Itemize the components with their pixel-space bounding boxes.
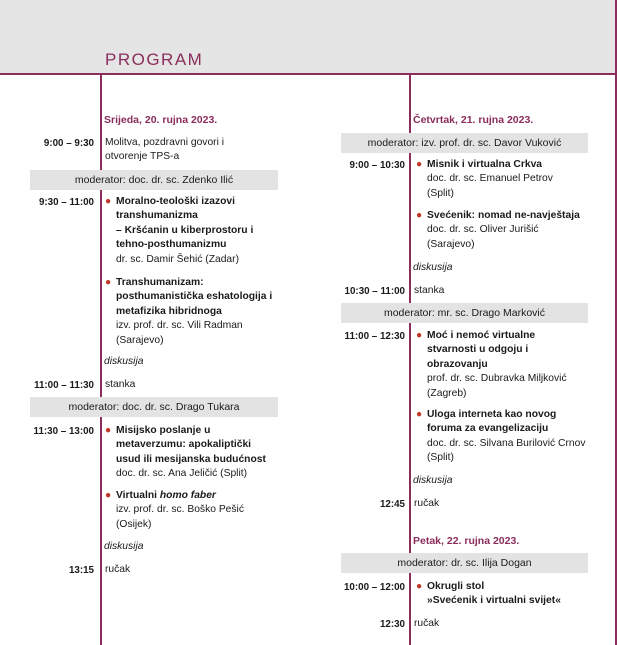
day1-opening-time: 9:00 – 9:30 <box>43 138 94 149</box>
day1-discussion-1: diskusija <box>104 356 144 367</box>
bullet-icon: ● <box>416 159 423 170</box>
day1-lunch-time: 13:15 <box>68 565 94 576</box>
day2-discussion-1: diskusija <box>413 262 453 273</box>
day1-discussion-2: diskusija <box>104 541 144 552</box>
day2-talk-4: ● Uloga interneta kao novog foruma za evangelizaciju doc. dr. sc. Silvana Burilović Crnov (Split) <box>416 409 586 464</box>
day3-lunch-time: 12:30 <box>379 619 405 630</box>
day1-date: Srijeda, 20. rujna 2023. <box>104 114 218 126</box>
day1-moderator-1: moderator: doc. dr. sc. Zdenko Ilić <box>30 170 278 190</box>
day1-talk-2: ● Transhumanizam: posthumanistička eshatologija i metafizika hibridnoga izv. prof. dr. sc. Vili Radman (Sarajevo) <box>105 277 273 346</box>
day3-roundtable: ● Okrugli stol »Svećenik i virtualni svijet« <box>416 581 561 607</box>
bullet-icon: ● <box>416 581 423 592</box>
bullet-icon: ● <box>105 490 112 501</box>
day1-opening: Molitva, pozdravni govori i otvorenje TPS-a <box>105 137 225 163</box>
bullet-icon: ● <box>105 277 112 288</box>
day1-talk-1: ● Moralno-teološki izazovi transhumanizma – Kršćanin u kiberprostoru i tehno-posthumanizmu dr. sc. Damir Šehić (Zadar) <box>105 196 254 265</box>
day1-talk-3: ● Misijsko poslanje u metaverzumu: apokaliptički usud ili mesijanska budućnost doc. dr. sc. Ana Jeličić (Split) <box>105 425 266 480</box>
day1-lunch-label: ručak <box>105 564 131 575</box>
day3-moderator: moderator: dr. sc. Ilija Dogan <box>341 553 588 573</box>
day1-talk-4: ● Virtualni homo faber izv. prof. dr. sc. Boško Pešić (Osijek) <box>105 490 244 530</box>
day2-talk-1: ● Misnik i virtualna Crkva doc. dr. sc. Emanuel Petrov (Split) <box>416 159 553 199</box>
day1-break-time: 11:00 – 11:30 <box>34 380 94 391</box>
day1-block2-time: 11:30 – 13:00 <box>33 426 94 437</box>
day2-block1-time: 9:00 – 10:30 <box>349 160 405 171</box>
day2-talk-2: ● Svećenik: nomad ne-navještaja doc. dr. sc. Oliver Jurišić (Sarajevo) <box>416 210 580 250</box>
day2-discussion-2: diskusija <box>413 475 453 486</box>
bullet-icon: ● <box>416 210 423 221</box>
day2-date: Četvrtak, 21. rujna 2023. <box>413 114 534 126</box>
day2-moderator-2: moderator: mr. sc. Drago Marković <box>341 303 588 323</box>
bullet-icon: ● <box>416 409 423 420</box>
day2-lunch-label: ručak <box>414 498 440 509</box>
day2-break-time: 10:30 – 11:00 <box>344 286 405 297</box>
day2-break-label: stanka <box>414 285 445 296</box>
header-band <box>0 0 617 73</box>
day3-lunch-label: ručak <box>414 618 440 629</box>
bullet-icon: ● <box>416 330 423 341</box>
day2-talk-3: ● Moć i nemoć virtualne stvarnosti u odgoju i obrazovanju prof. dr. sc. Dubravka Miljković (Zagreb) <box>416 330 567 399</box>
header-divider <box>0 73 617 75</box>
page-title: PROGRAM <box>105 50 204 69</box>
day1-break-label: stanka <box>105 379 136 390</box>
day2-moderator-1: moderator: izv. prof. dr. sc. Davor Vuković <box>341 133 588 153</box>
bullet-icon: ● <box>105 425 112 436</box>
day2-block2-time: 11:00 – 12:30 <box>344 331 405 342</box>
day2-lunch-time: 12:45 <box>379 499 405 510</box>
day3-block-time: 10:00 – 12:00 <box>343 582 405 593</box>
left-column-rule <box>100 75 102 645</box>
day1-block1-time: 9:30 – 11:00 <box>38 197 94 208</box>
right-edge-rule <box>615 0 617 645</box>
day1-moderator-2: moderator: doc. dr. sc. Drago Tukara <box>30 397 278 417</box>
bullet-icon: ● <box>105 196 112 207</box>
day3-date: Petak, 22. rujna 2023. <box>413 535 520 547</box>
